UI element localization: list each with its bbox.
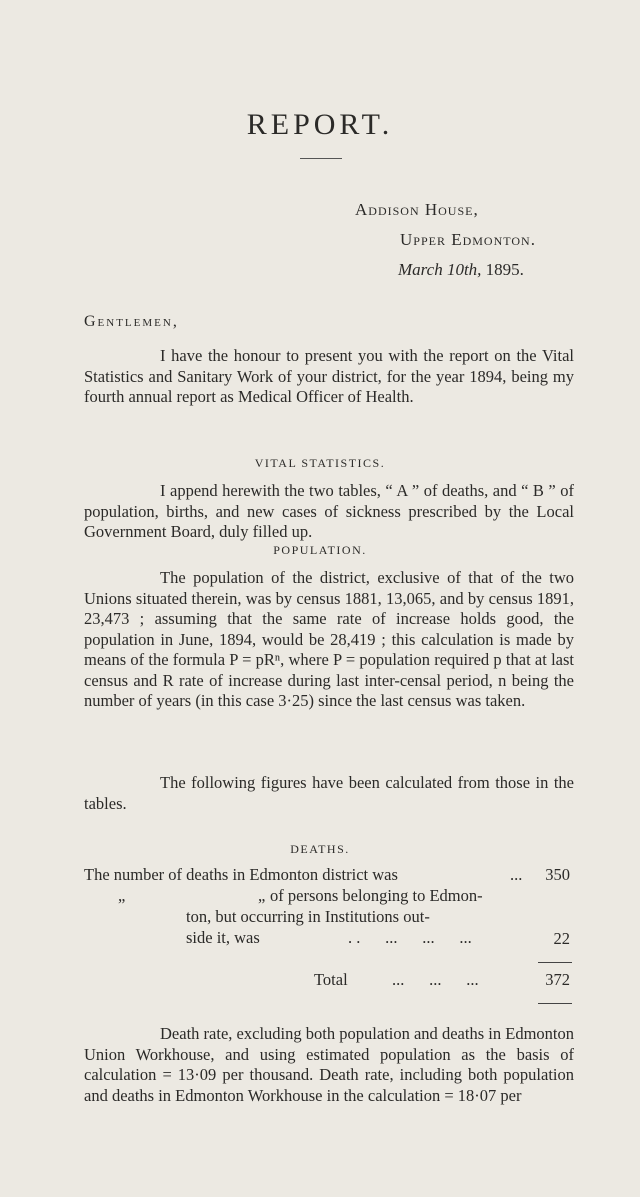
ditto-mark-1: „	[118, 886, 126, 905]
death-rate-paragraph	[84, 1024, 574, 1106]
vital-statistics-text: I append herewith the two tables, “ A ” of deaths, and “ B ” of population, births, and new cases of sickness prescribed by the Local Government Board, duly filled up.	[84, 481, 574, 541]
address-line-2: Upper Edmonton.	[400, 230, 536, 249]
deaths-row-district-dots: ...	[510, 865, 523, 884]
total-rule-top	[538, 962, 572, 963]
ditto-mark-2: „	[258, 886, 266, 905]
following-figures-paragraph	[84, 773, 574, 814]
death-rate-text: Death rate, excluding both population and deaths in Edmonton Union Workhouse, and using estimated population as the basis of calculation = 13·09 per thousand. Death rate, including both population and deaths in Edmonton Workhouse in the calculation = 18·07 per	[84, 1024, 574, 1105]
date-month-day: March 10th,	[398, 260, 482, 279]
vital-statistics-heading: VITAL STATISTICS.	[254, 456, 386, 470]
deaths-row-institutions-line-2: ton, but occurring in Institutions out-	[186, 907, 430, 926]
deaths-row-institutions-value: 22	[553, 929, 570, 948]
population-paragraph	[84, 568, 574, 712]
deaths-row-institutions-dots: . . ... ... ...	[348, 928, 472, 947]
title-rule	[300, 158, 342, 159]
deaths-row-institutions-line-1: of persons belonging to Edmon-	[270, 886, 483, 905]
deaths-row-district-value: 350	[545, 865, 570, 884]
following-figures-text: The following figures have been calculated from those in the tables.	[84, 773, 574, 813]
deaths-row-district-label: The number of deaths in Edmonton district was	[84, 865, 398, 884]
address-date	[398, 260, 524, 280]
intro-paragraph	[84, 346, 574, 408]
deaths-heading: DEATHS.	[290, 842, 350, 856]
deaths-total-label: Total	[314, 970, 348, 989]
vital-statistics-paragraph	[84, 481, 574, 543]
population-heading: POPULATION.	[273, 543, 367, 557]
date-year: 1895.	[481, 260, 524, 279]
deaths-total-dots: ... ... ...	[392, 970, 479, 989]
deaths-total-value: 372	[545, 970, 570, 989]
report-title: REPORT.	[246, 108, 394, 141]
intro-text: I have the honour to present you with the report on the Vital Statistics and Sanitary Work of your district, for the year 1894, being my fourth annual report as Medical Officer of Health.	[84, 346, 574, 406]
population-text: The population of the district, exclusive of that of the two Unions situated therein, was by census 1881, 13,065, and by census 1891, 23,473 ; assuming that the same rate of increase holds good, the population in June, 1894, would be 28,419 ; this calculation is made by means of the formula P = pRⁿ, where P = population required p that at last census and R rate of increase during last inter-censal period, n being the number of years (in this case 3·25) since the last census was taken.	[84, 568, 574, 710]
address-line-1: Addison House,	[355, 200, 479, 219]
total-rule-bottom	[538, 1003, 572, 1004]
deaths-row-institutions-line-3: side it, was	[186, 928, 260, 947]
salutation: Gentlemen,	[84, 313, 179, 330]
